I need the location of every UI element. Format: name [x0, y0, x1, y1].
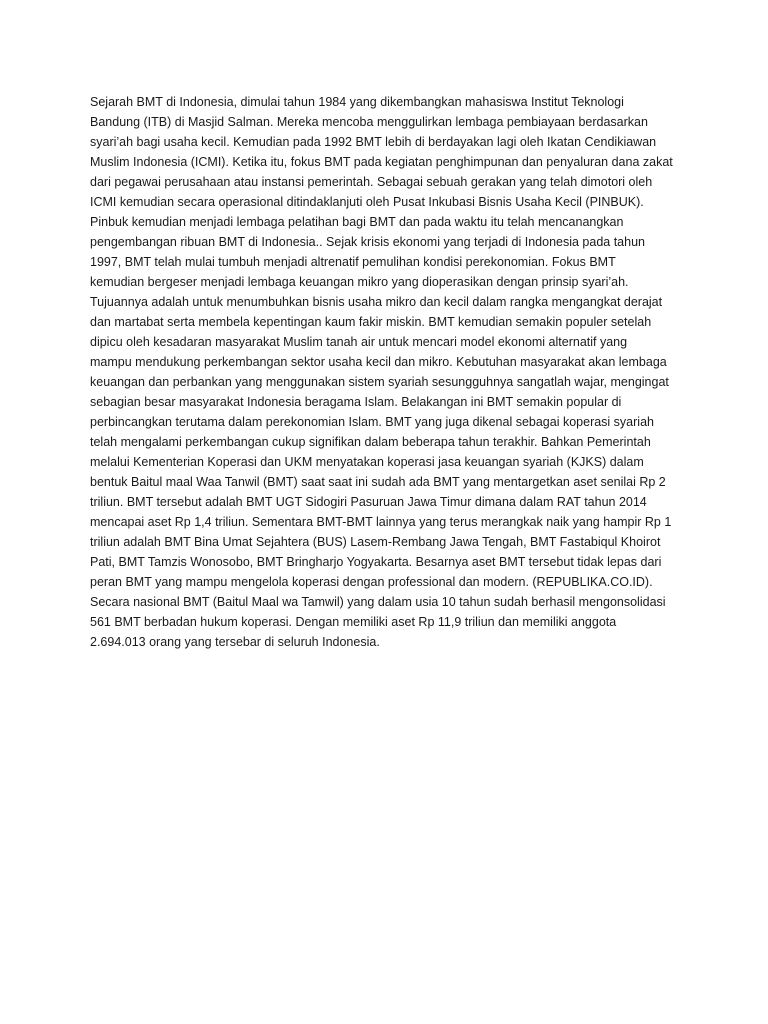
paragraph-line: dan martabat serta membela kepentingan kaum fakir miskin. BMT kemudian semakin populer setelah	[90, 315, 652, 329]
paragraph-line: Pinbuk kemudian menjadi lembaga pelatihan bagi BMT dan pada waktu itu telah mencanangkan	[90, 215, 624, 229]
paragraph-line: triliun adalah BMT Bina Umat Sejahtera (BUS) Lasem-Rembang Jawa Tengah, BMT Fastabiqul Khoirot	[90, 535, 661, 549]
paragraph-line: peran BMT yang mampu mengelola koperasi dengan professional dan modern. (REPUBLIKA.CO.ID).	[90, 575, 653, 589]
paragraph-line: 561 BMT berbadan hukum koperasi. Dengan memiliki aset Rp 11,9 triliun dan memiliki anggota	[90, 615, 617, 629]
paragraph-line: syari’ah bagi usaha kecil. Kemudian pada 1992 BMT lebih di berdayakan lagi oleh Ikatan Cendikiawan	[90, 135, 657, 149]
paragraph-line: Secara nasional BMT (Baitul Maal wa Tamwil) yang dalam usia 10 tahun sudah berhasil mengonsolidasi	[90, 595, 666, 609]
paragraph-line: keuangan dan perbankan yang menggunakan sistem syariah sesungguhnya sangatlah wajar, mengingat	[90, 375, 669, 389]
paragraph-line: Bandung (ITB) di Masjid Salman. Mereka mencoba menggulirkan lembaga pembiayaan berdasarkan	[90, 115, 648, 129]
paragraph-line: Tujuannya adalah untuk menumbuhkan bisnis usaha mikro dan kecil dalam rangka mengangkat derajat	[90, 295, 663, 309]
paragraph-line: bentuk Baitul maal Waa Tanwil (BMT) saat saat ini sudah ada BMT yang mentargetkan aset senilai Rp 2	[90, 475, 666, 489]
paragraph-line: mencapai aset Rp 1,4 triliun. Sementara BMT-BMT lainnya yang terus merangkak naik yang hampir Rp 1	[90, 515, 672, 529]
paragraph-line: Muslim Indonesia (ICMI). Ketika itu, fokus BMT pada kegiatan penghimpunan dan penyaluran dana zakat	[90, 155, 673, 169]
paragraph-line: 2.694.013 orang yang tersebar di seluruh Indonesia.	[90, 635, 380, 649]
paragraph-line: telah mengalami perkembangan cukup signifikan dalam beberapa tahun terakhir. Bahkan Pemerintah	[90, 435, 651, 449]
body-paragraph	[90, 92, 680, 652]
paragraph-line: ICMI kemudian secara operasional ditindaklanjuti oleh Pusat Inkubasi Bisnis Usaha Kecil (PINBUK).	[90, 195, 644, 209]
paragraph-line: melalui Kementerian Koperasi dan UKM menyatakan koperasi jasa keuangan syariah (KJKS) dalam	[90, 455, 644, 469]
paragraph-line: perbincangkan terutama dalam perekonomian Islam. BMT yang juga dikenal sebagai koperasi syariah	[90, 415, 654, 429]
paragraph-line: triliun. BMT tersebut adalah BMT UGT Sidogiri Pasuruan Jawa Timur dimana dalam RAT tahun 2014	[90, 495, 647, 509]
paragraph-line: Pati, BMT Tamzis Wonosobo, BMT Bringharjo Yogyakarta. Besarnya aset BMT tersebut tidak lepas dari	[90, 555, 662, 569]
paragraph-line: Sejarah BMT di Indonesia, dimulai tahun 1984 yang dikembangkan mahasiswa Institut Teknologi	[90, 95, 624, 109]
paragraph-line: pengembangan ribuan BMT di Indonesia.. Sejak krisis ekonomi yang terjadi di Indonesia pada tahun	[90, 235, 645, 249]
paragraph-line: dipicu oleh kesadaran masyarakat Muslim tanah air untuk mencari model ekonomi alternatif yang	[90, 335, 628, 349]
paragraph-line: sebagian besar masyarakat Indonesia beragama Islam. Belakangan ini BMT semakin popular di	[90, 395, 622, 409]
paragraph-line: mampu mendukung perkembangan sektor usaha kecil dan mikro. Kebutuhan masyarakat akan lembaga	[90, 355, 667, 369]
paragraph-line: 1997, BMT telah mulai tumbuh menjadi altrenatif pemulihan kondisi perekonomian. Fokus BMT	[90, 255, 616, 269]
paragraph-line: dari pegawai perusahaan atau instansi pemerintah. Sebagai sebuah gerakan yang telah dimotori oleh	[90, 175, 653, 189]
paragraph-line: kemudian bergeser menjadi lembaga keuangan mikro yang dioperasikan dengan prinsip syari’ah.	[90, 275, 629, 289]
